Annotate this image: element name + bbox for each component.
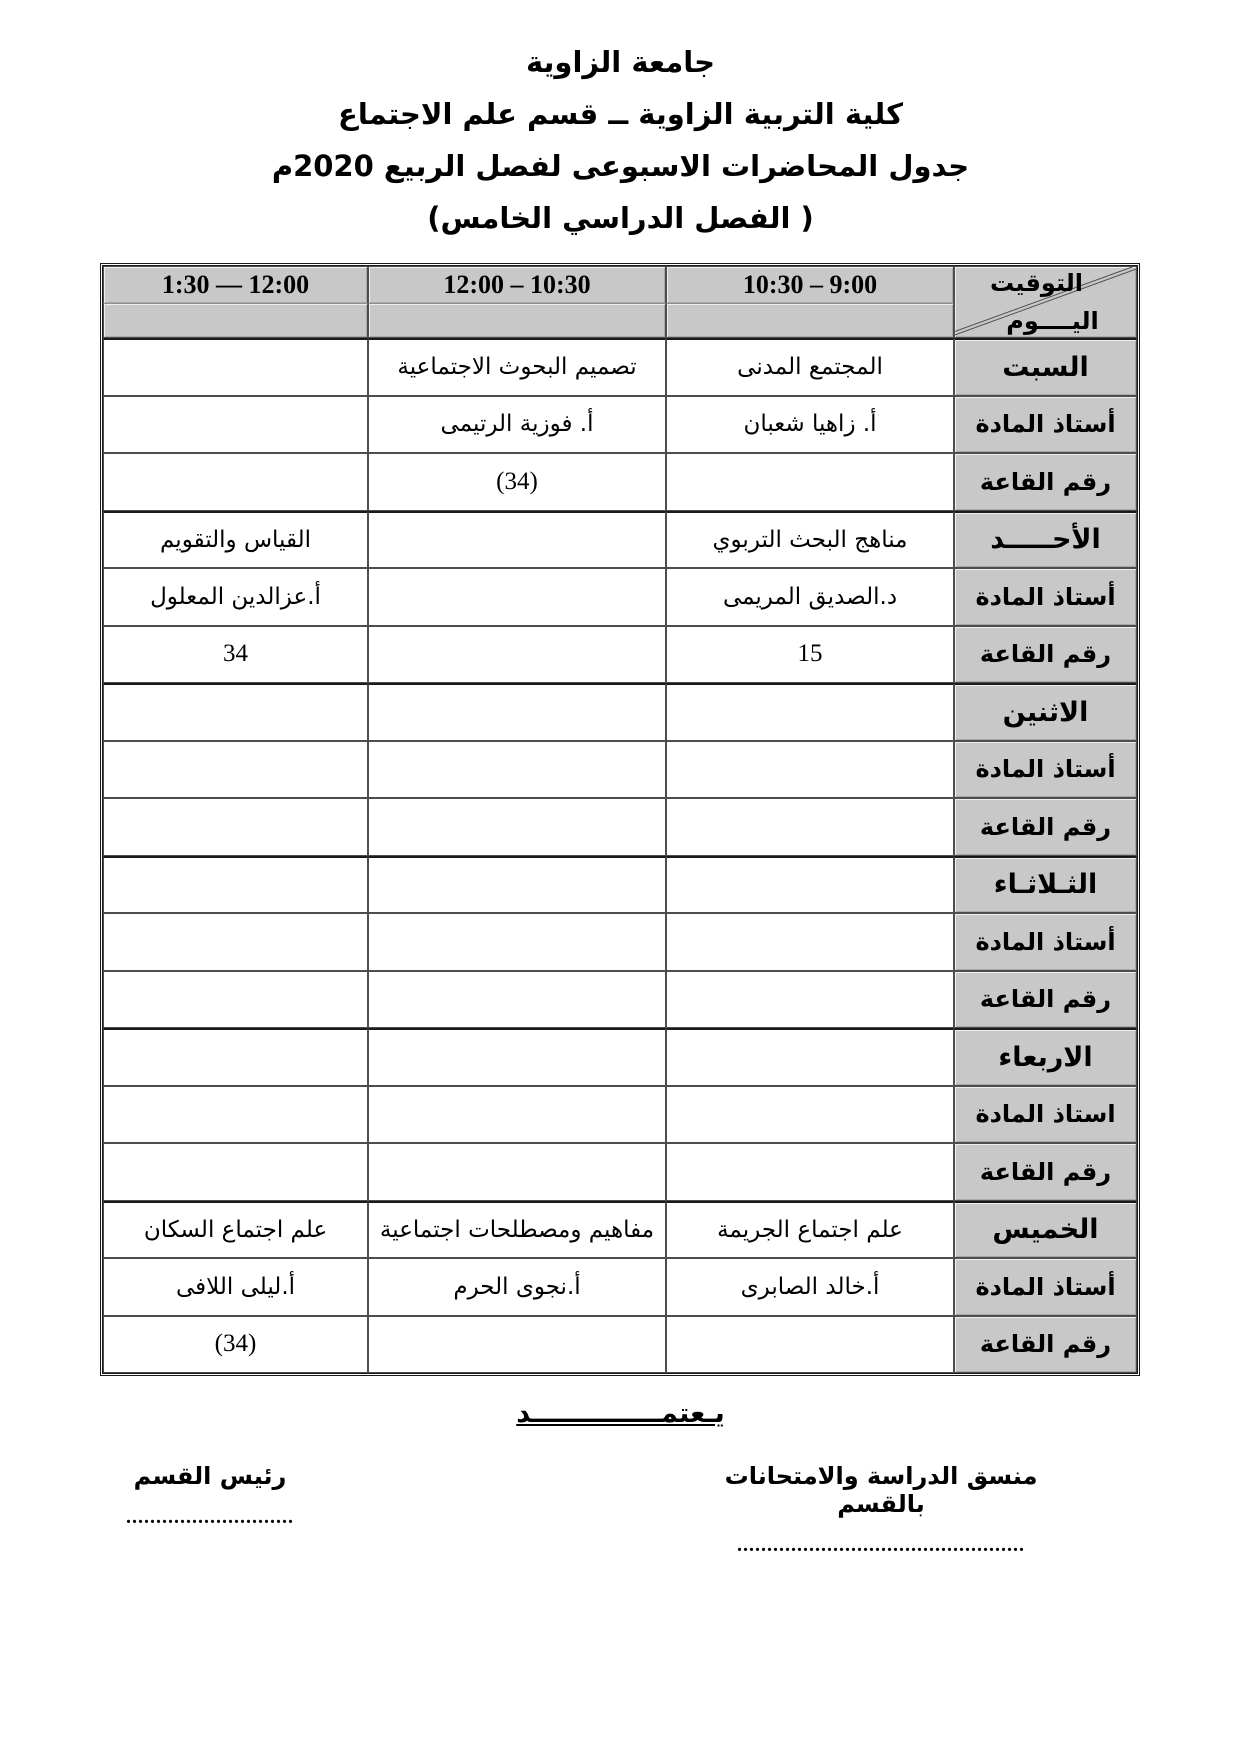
row-label: رقم القاعة (954, 1143, 1137, 1201)
approval-text: يـعتمــــــــــــــد (516, 1398, 725, 1429)
row-label: رقم القاعة (954, 453, 1137, 511)
coordinator-signature-line: ................................................ (737, 1534, 1025, 1556)
room-cell (666, 1316, 954, 1374)
subject-cell: علم اجتماع الجريمة (666, 1201, 954, 1259)
day-label: السبت (954, 338, 1137, 396)
subject-cell (666, 856, 954, 914)
department-head-label: رئيس القسم (133, 1462, 287, 1490)
teacher-cell: أ.نجوى الحرم (368, 1258, 666, 1316)
subject-cell (368, 683, 666, 741)
subject-cell (666, 1028, 954, 1086)
time-header-cell: 12:00 – 10:30 (368, 266, 666, 304)
row-label: أستاذ المادة (954, 913, 1137, 971)
teacher-cell: أ. زاهيا شعبان (666, 396, 954, 454)
room-cell (368, 626, 666, 684)
college-name: كلية التربية الزاوية ــ قسم علم الاجتماع (338, 97, 903, 131)
room-cell (666, 1143, 954, 1201)
row-label: أستاذ المادة (954, 568, 1137, 626)
room-cell (666, 798, 954, 856)
room-cell (103, 453, 368, 511)
teacher-cell (103, 741, 368, 799)
teacher-cell (666, 741, 954, 799)
schedule-table (100, 263, 1140, 1376)
day-label: الاربعاء (954, 1028, 1137, 1086)
corner-time-label: التوقيت (990, 269, 1083, 297)
teacher-cell: أ. فوزية الرتيمى (368, 396, 666, 454)
subject-cell (666, 683, 954, 741)
subject-cell: المجتمع المدنى (666, 338, 954, 396)
subject-cell (103, 338, 368, 396)
day-label: الخميس (954, 1201, 1137, 1259)
teacher-cell (103, 396, 368, 454)
teacher-cell: د.الصديق المريمى (666, 568, 954, 626)
teacher-cell (368, 1086, 666, 1144)
university-name: جامعة الزاوية (525, 45, 716, 79)
room-cell: (34) (103, 1316, 368, 1374)
teacher-cell (666, 1086, 954, 1144)
header-spacer-cell (103, 304, 368, 338)
subject-cell (368, 856, 666, 914)
room-cell (666, 453, 954, 511)
teacher-cell (368, 913, 666, 971)
schedule-title: جدول المحاضرات الاسبوعى لفصل الربيع 2020م (271, 149, 970, 183)
teacher-cell (368, 741, 666, 799)
row-label: أستاذ المادة (954, 1258, 1137, 1316)
room-cell (368, 1143, 666, 1201)
subject-cell (368, 511, 666, 569)
room-cell (103, 798, 368, 856)
coordinator-signature (701, 1462, 1061, 1557)
corner-cell (954, 266, 1137, 338)
teacher-cell: أ.عزالدين المعلول (103, 568, 368, 626)
room-cell (368, 798, 666, 856)
subject-cell: القياس والتقويم (103, 511, 368, 569)
time-header-cell: 1:30 — 12:00 (103, 266, 368, 304)
row-label: رقم القاعة (954, 1316, 1137, 1374)
row-label: رقم القاعة (954, 626, 1137, 684)
department-head-signature-line: ............................ (126, 1506, 294, 1528)
semester-title: ( الفصل الدراسي الخامس) (427, 201, 814, 235)
day-label: الثـلاثـاء (954, 856, 1137, 914)
department-head-signature (105, 1462, 315, 1529)
teacher-cell: أ.خالد الصابرى (666, 1258, 954, 1316)
subject-cell: علم اجتماع السكان (103, 1201, 368, 1259)
subject-cell (103, 1028, 368, 1086)
teacher-cell: أ.ليلى اللافى (103, 1258, 368, 1316)
teacher-cell (666, 913, 954, 971)
row-label: أستاذ المادة (954, 396, 1137, 454)
teacher-cell (103, 913, 368, 971)
room-cell (666, 971, 954, 1029)
subject-cell (368, 1028, 666, 1086)
subject-cell: تصميم البحوث الاجتماعية (368, 338, 666, 396)
row-label: استاذ المادة (954, 1086, 1137, 1144)
row-label: رقم القاعة (954, 971, 1137, 1029)
row-label: أستاذ المادة (954, 741, 1137, 799)
room-cell (368, 971, 666, 1029)
subject-cell (103, 683, 368, 741)
room-cell: (34) (368, 453, 666, 511)
header-spacer-cell (368, 304, 666, 338)
subject-cell (103, 856, 368, 914)
teacher-cell (368, 568, 666, 626)
coordinator-label: منسق الدراسة والامتحانات بالقسم (724, 1462, 1038, 1518)
room-cell: 15 (666, 626, 954, 684)
room-cell (103, 971, 368, 1029)
day-label: الاثنين (954, 683, 1137, 741)
subject-cell: مناهج البحث التربوي (666, 511, 954, 569)
teacher-cell (103, 1086, 368, 1144)
room-cell: 34 (103, 626, 368, 684)
subject-cell: مفاهيم ومصطلحات اجتماعية (368, 1201, 666, 1259)
room-cell (103, 1143, 368, 1201)
corner-day-label: اليــــوم (1006, 307, 1099, 335)
room-cell (368, 1316, 666, 1374)
header-spacer-cell (666, 304, 954, 338)
row-label: رقم القاعة (954, 798, 1137, 856)
day-label: الأحـــــد (954, 511, 1137, 569)
time-header-cell: 10:30 – 9:00 (666, 266, 954, 304)
doc-header (0, 36, 1241, 244)
